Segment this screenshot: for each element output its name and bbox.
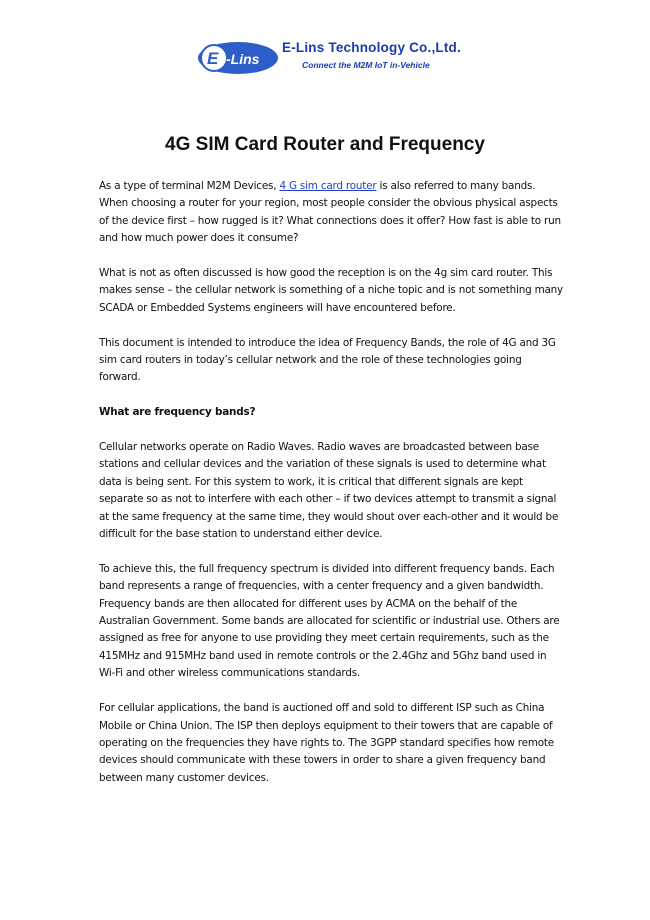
paragraph-intro-text-start: As a type of terminal M2M Devices, bbox=[99, 180, 280, 192]
document-body bbox=[99, 178, 565, 805]
company-logo bbox=[196, 36, 284, 80]
company-tagline: Connect the M2M IoT in-Vehicle bbox=[302, 60, 430, 70]
paragraph-purpose: This document is intended to introduce the idea of Frequency Bands, the role of 4G and 3G sim card routers in today’s cellular network and the role of these technologies going forward. bbox=[99, 336, 556, 384]
svg-text:-Lins: -Lins bbox=[226, 51, 260, 67]
paragraph-intro-text-end: is also referred to many bands. When choosing a router for your region, most people consider the obvious physical aspects of the device first – how rugged is it? What connections does it offer? How fast is able to run and how much power does it consume? bbox=[99, 180, 561, 245]
paragraph-spectrum: To achieve this, the full frequency spectrum is divided into different frequency bands. Each band represents a range of frequencies, with a center frequency and a given bandwidth. Frequency bands are then allocated for different uses by ACMA on the behalf of the Australian Government. Some bands are allocated for scientific or industrial use. Others are assigned as free for anyone to use providing they meet certain requirements, such as the 415MHz and 915MHz band used in remote controls or the 2.4Ghz and 5Ghz band used in Wi-Fi and other wireless communications standards. bbox=[99, 562, 560, 680]
section-heading-frequency-bands: What are frequency bands? bbox=[99, 406, 256, 419]
company-name: E-Lins Technology Co.,Ltd. bbox=[282, 40, 461, 55]
company-header bbox=[196, 36, 466, 82]
paragraph-radio-waves: Cellular networks operate on Radio Waves. Radio waves are broadcasted between base stations and cellular devices and the variation of these signals is used to determine what data is being sent. For this system to work, it is critical that different signals are kept separate so as not to interfere with each other – if two devices attempt to transmit a signal at the same frequency at the same time, they would shout over each-other and it would be difficult for the base station to understand either device. bbox=[99, 441, 559, 541]
paragraph-intro bbox=[99, 178, 565, 248]
sim-card-router-link[interactable]: 4 G sim card router bbox=[279, 180, 377, 192]
svg-text:E: E bbox=[207, 49, 219, 68]
paragraph-cellular-applications: For cellular applications, the band is auctioned off and sold to different ISP such as China Mobile or China Union. The ISP then deploys equipment to their towers that are capable of operating on the frequencies they have rights to. The 3GPP standard specifies how remote devices should communicate with these towers in order to share a given frequency band between many customer devices. bbox=[99, 702, 554, 784]
document-title: 4G SIM Card Router and Frequency bbox=[165, 134, 485, 155]
paragraph-reception: What is not as often discussed is how good the reception is on the 4g sim card router. This makes sense – the cellular network is something of a niche topic and is not something many SCADA or Embedded Systems engineers will have encountered before. bbox=[99, 267, 564, 314]
